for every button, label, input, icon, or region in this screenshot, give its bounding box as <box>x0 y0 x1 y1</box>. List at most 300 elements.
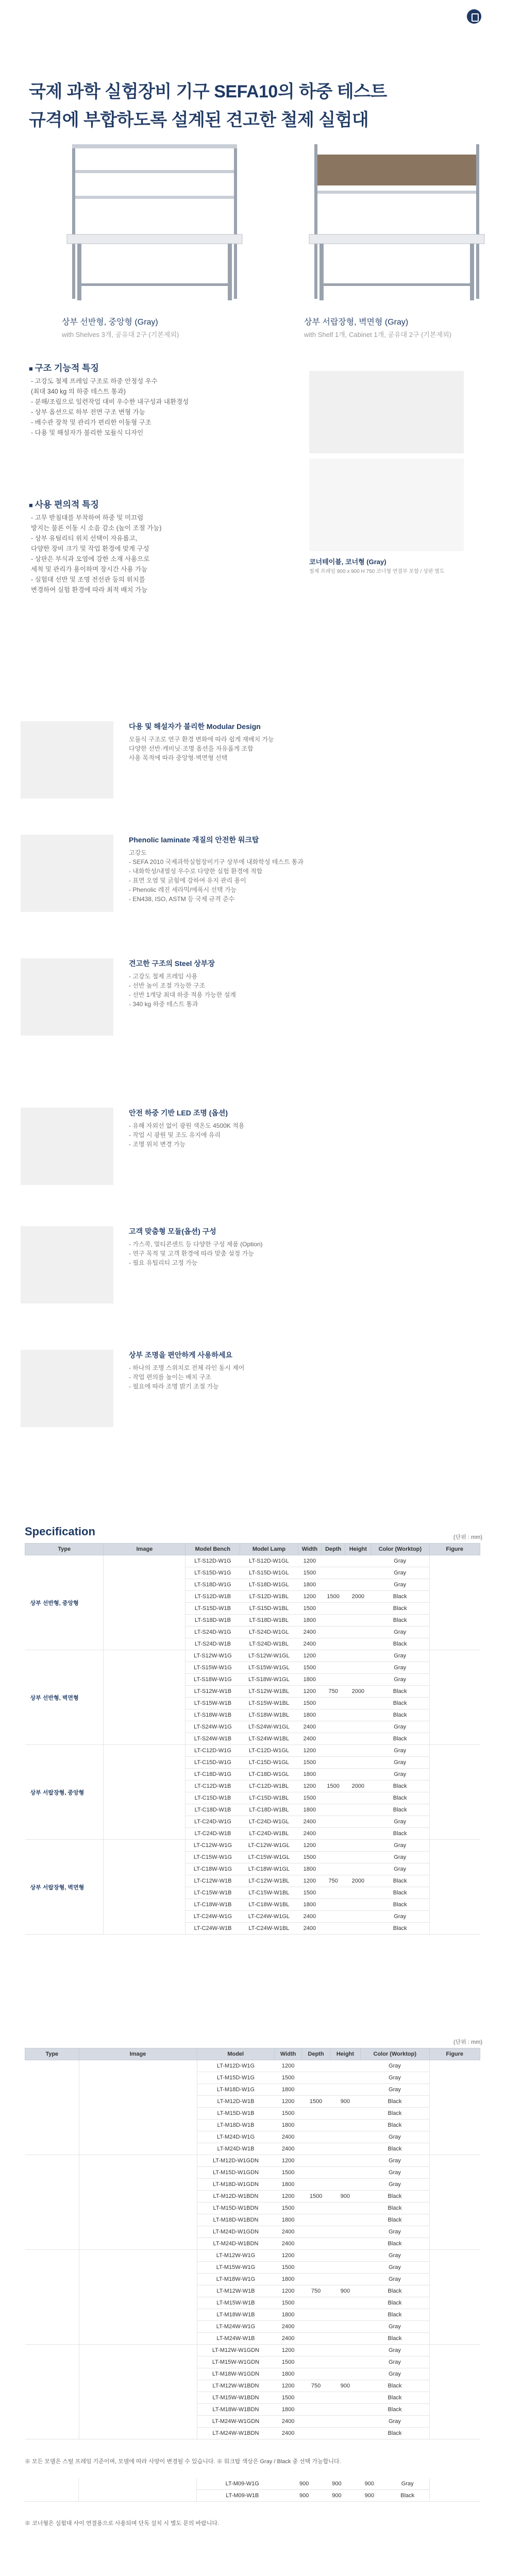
table-row <box>25 2060 480 2072</box>
table-cell: Black <box>361 2309 429 2321</box>
table-cell <box>322 1603 345 1615</box>
table-cell: LT-M12W-W1GDN <box>197 2345 274 2357</box>
table-cell: Gray <box>361 2274 429 2285</box>
table-cell: 1500 <box>298 1567 321 1579</box>
hero-caption-left-title: 상부 선반형, 중앙형 (Gray) <box>62 318 158 327</box>
corner-sub: 철제 프레임 900 x 900 H 750 코너형 연결부 포함 / 상판 별도 <box>309 569 445 574</box>
table-cell: LT-C15W-W1GL <box>240 1852 298 1863</box>
table-cell: Gray <box>371 1579 429 1591</box>
table-cell: LT-S18W-W1B <box>186 1709 240 1721</box>
feature-title: 다용 및 해설자가 불리한 Modular Design <box>129 722 261 731</box>
table-cell: LT-S18D-W1G <box>186 1579 240 1591</box>
table-cell: LT-M24W-W1G <box>197 2321 274 2333</box>
table-cell: 2400 <box>274 2428 301 2439</box>
table-cell: Gray <box>361 2179 429 2191</box>
table-cell: LT-S18D-W1BL <box>240 1615 298 1626</box>
column-header: Width <box>274 2048 301 2060</box>
table-cell: Black <box>361 2108 429 2120</box>
table-cell <box>302 2428 330 2439</box>
table-cell: Black <box>361 2120 429 2131</box>
table-cell <box>345 1579 371 1591</box>
table-cell: 1800 <box>274 2274 301 2285</box>
figure-cell <box>429 1555 480 1650</box>
table-cell: LT-S24D-W1B <box>186 1638 240 1650</box>
table-cell: 2400 <box>298 1828 321 1840</box>
table-cell <box>345 1567 371 1579</box>
table-cell: 1500 <box>274 2297 301 2309</box>
table-cell: LT-M15W-W1B <box>197 2297 274 2309</box>
table-cell <box>322 1840 345 1852</box>
table-cell: LT-S15D-W1BL <box>240 1603 298 1615</box>
table-cell: Gray <box>361 2416 429 2428</box>
table-cell: 1200 <box>298 1555 321 1567</box>
table-cell <box>330 2262 360 2274</box>
table-cell: LT-M12W-W1BDN <box>197 2380 274 2392</box>
table-row <box>25 2478 480 2490</box>
column-header: Model <box>197 2048 274 2060</box>
table-cell: Black <box>371 1709 429 1721</box>
figure-cell <box>429 2155 480 2250</box>
spec2-note: ※ 모든 모델은 스틸 프레임 기준이며, 모델에 따라 사양이 변경될 수 있습니다. ※ 워크탑 색상은 Gray / Black 중 선택 가능합니다. <box>25 2459 341 2465</box>
table-cell: 1500 <box>298 1757 321 1769</box>
table-cell <box>322 1662 345 1674</box>
table-cell: 1500 <box>298 1852 321 1863</box>
table-cell: LT-S15W-W1BL <box>240 1698 298 1709</box>
table-cell <box>302 2143 330 2155</box>
table-cell: LT-C24W-W1G <box>186 1911 240 1923</box>
hero-caption-left-sub: with Shelves 3개, 공유대 2구 (기본제외) <box>62 331 179 338</box>
table-cell: LT-C15D-W1BL <box>240 1792 298 1804</box>
table-cell: Black <box>371 1792 429 1804</box>
table-cell <box>330 2167 360 2179</box>
figure-cell <box>429 2250 480 2345</box>
table-cell <box>345 1674 371 1686</box>
table-cell <box>322 1745 345 1757</box>
table-cell <box>345 1638 371 1650</box>
table-cell: 1200 <box>274 2155 301 2167</box>
table-cell: Gray <box>371 1863 429 1875</box>
table-cell: 900 <box>288 2478 321 2490</box>
table-cell: Black <box>371 1686 429 1698</box>
table-cell: LT-C12D-W1BL <box>240 1781 298 1792</box>
column-header: Figure <box>429 2048 480 2060</box>
table-cell: 900 <box>321 2490 353 2502</box>
table-cell <box>330 2179 360 2191</box>
type-image <box>79 2155 197 2250</box>
table-cell <box>322 1923 345 1935</box>
table-cell: LT-M09-W1G <box>197 2478 288 2490</box>
table-cell: LT-C12D-W1B <box>186 1781 240 1792</box>
table-cell <box>345 1792 371 1804</box>
table-cell <box>302 2368 330 2380</box>
table-cell: 1200 <box>274 2060 301 2072</box>
bullet-item: 방지는 물론 이동 시 소음 감소 (높이 조절 가능) <box>31 524 162 532</box>
table-cell: Gray <box>371 1555 429 1567</box>
table-cell <box>302 2179 330 2191</box>
table-cell: 1200 <box>274 2345 301 2357</box>
table-cell: LT-C24W-W1BL <box>240 1923 298 1935</box>
table-cell: 1800 <box>274 2179 301 2191</box>
table-cell: LT-M09-W1B <box>197 2490 288 2502</box>
table-cell: LT-C15D-W1GL <box>240 1757 298 1769</box>
table-cell: LT-M15D-W1G <box>197 2072 274 2084</box>
feature-block <box>129 1350 448 1391</box>
table-cell: 750 <box>302 2285 330 2297</box>
table-cell: Gray <box>361 2226 429 2238</box>
table-cell: Black <box>371 1899 429 1911</box>
table-cell <box>345 1899 371 1911</box>
table-cell <box>322 1733 345 1745</box>
table-cell <box>322 1650 345 1662</box>
table-cell: 1800 <box>298 1863 321 1875</box>
table-cell: 1500 <box>298 1887 321 1899</box>
table-cell <box>322 1816 345 1828</box>
table-cell: Gray <box>371 1840 429 1852</box>
table-cell: LT-M18D-W1BDN <box>197 2214 274 2226</box>
table-cell: LT-C18W-W1BL <box>240 1899 298 1911</box>
table-cell <box>345 1615 371 1626</box>
table-cell: Gray <box>371 1769 429 1781</box>
bullet-item: - 배수관 장착 및 관리가 편리한 이동형 구조 <box>31 419 152 426</box>
type-cell: 상부 서랍장형, 중앙형 <box>25 1745 104 1840</box>
table-cell: LT-S18D-W1GL <box>240 1579 298 1591</box>
table-cell: LT-M24D-W1BDN <box>197 2238 274 2250</box>
type-cell <box>25 2478 79 2502</box>
type-image <box>79 2060 197 2155</box>
table-cell: Gray <box>371 1662 429 1674</box>
table-cell: Black <box>371 1781 429 1792</box>
type-image <box>79 2478 197 2502</box>
table-cell <box>302 2297 330 2309</box>
table-cell: Black <box>361 2191 429 2202</box>
spec2-unit: (단위 : mm) <box>453 2039 482 2045</box>
table-cell <box>330 2155 360 2167</box>
table-cell <box>322 1769 345 1781</box>
table-cell <box>345 1840 371 1852</box>
table-cell: LT-C12W-W1BL <box>240 1875 298 1887</box>
column-header: Type <box>25 2048 79 2060</box>
table-cell: 1200 <box>274 2096 301 2108</box>
table-cell <box>322 1638 345 1650</box>
table-cell: 1800 <box>298 1804 321 1816</box>
table-cell: LT-C24D-W1BL <box>240 1828 298 1840</box>
table-cell: LT-S24D-W1BL <box>240 1638 298 1650</box>
table-cell: Gray <box>361 2321 429 2333</box>
table-cell: Black <box>361 2238 429 2250</box>
table-cell: LT-S24W-W1BL <box>240 1733 298 1745</box>
table-cell: Black <box>361 2143 429 2155</box>
bench-cabinet-wall-image <box>304 134 490 304</box>
table-cell <box>322 1721 345 1733</box>
table-cell: LT-C15W-W1BL <box>240 1887 298 1899</box>
table-cell <box>345 1733 371 1745</box>
table-cell <box>345 1769 371 1781</box>
bullet-item: 다양한 장비 크기 및 작업 환경에 맞게 구성 <box>31 545 149 552</box>
table-cell <box>345 1911 371 1923</box>
table-cell: LT-M24D-W1GDN <box>197 2226 274 2238</box>
feature-body: - 하나의 조명 스위치로 전체 라인 동시 제어 - 작업 편의를 높이는 배치 구조 - 필요에 따라 조명 밝기 조절 가능 <box>129 1364 245 1390</box>
type-image <box>104 1840 186 1935</box>
table-cell: Black <box>371 1638 429 1650</box>
corner-note: ※ 코너형은 실험대 사이 연결용으로 사용되며 단독 설치 시 별도 문의 바랍니다. <box>25 2520 220 2527</box>
table-cell: LT-S18D-W1B <box>186 1615 240 1626</box>
column-header: Height <box>330 2048 360 2060</box>
table-cell <box>302 2262 330 2274</box>
table-cell <box>302 2309 330 2321</box>
table-cell <box>345 1757 371 1769</box>
feature-title: 상부 조명을 편안하게 사용하세요 <box>129 1351 233 1359</box>
table-cell: 1800 <box>274 2120 301 2131</box>
table-cell: LT-S12D-W1BL <box>240 1591 298 1603</box>
table-cell: 2400 <box>298 1911 321 1923</box>
table-header <box>25 2048 480 2060</box>
table-cell: LT-C18W-W1GL <box>240 1863 298 1875</box>
table-cell: 1800 <box>298 1615 321 1626</box>
table-cell <box>330 2108 360 2120</box>
feature-block <box>129 958 448 1009</box>
table-cell: Black <box>361 2202 429 2214</box>
table-cell: 1500 <box>274 2072 301 2084</box>
table-cell: LT-C24W-W1B <box>186 1923 240 1935</box>
table-cell: LT-C12W-W1GL <box>240 1840 298 1852</box>
table-cell: Black <box>361 2285 429 2297</box>
column-header: Figure <box>429 1544 480 1555</box>
table-cell: LT-M15D-W1B <box>197 2108 274 2120</box>
table-cell: Gray <box>371 1674 429 1686</box>
table-cell: Black <box>371 1615 429 1626</box>
column-header: Depth <box>302 2048 330 2060</box>
table-cell: 2400 <box>298 1816 321 1828</box>
table-cell <box>302 2345 330 2357</box>
table-cell <box>345 1816 371 1828</box>
table-cell <box>330 2214 360 2226</box>
table-cell <box>322 1555 345 1567</box>
table-cell <box>322 1899 345 1911</box>
table-cell: Gray <box>371 1852 429 1863</box>
usage-heading: ■ 사용 편의적 특징 <box>29 497 99 510</box>
table-cell: LT-M18D-W1B <box>197 2120 274 2131</box>
table-cell: LT-S15D-W1G <box>186 1567 240 1579</box>
table-cell <box>302 2214 330 2226</box>
table-cell: Gray <box>371 1650 429 1662</box>
table-row <box>25 1555 480 1567</box>
table-cell: LT-S15D-W1GL <box>240 1567 298 1579</box>
table-cell <box>322 1626 345 1638</box>
table-cell: Black <box>385 2490 429 2502</box>
figure-cell <box>430 2478 481 2502</box>
column-header: Model Bench <box>186 1544 240 1555</box>
table-cell: LT-C15W-W1B <box>186 1887 240 1899</box>
table-cell <box>302 2060 330 2072</box>
corner-caption: 코너테이블, 코너형 (Gray) <box>309 558 386 566</box>
type-image <box>79 2345 197 2439</box>
table-cell: 900 <box>330 2191 360 2202</box>
table-cell: LT-M12W-W1B <box>197 2285 274 2297</box>
feature-body: 고강도 - SEFA 2010 국제과학실험장비기구 상부에 내화학성 테스트 통과 - 내화학성/내열성 우수로 다양한 실험 환경에 적합 - 표면 오염 및 긁힘에 강하여 유지 관리 용이 - Phenolic 레진 세라믹/에폭시 선택 가능 - EN438, ISO, ASTM 등 국제 규격 준수 <box>129 849 304 903</box>
figure-cell <box>429 1840 480 1935</box>
table-cell: LT-S24W-W1B <box>186 1733 240 1745</box>
table-cell <box>345 1745 371 1757</box>
table-cell: 900 <box>353 2490 385 2502</box>
table-cell: 1500 <box>298 1792 321 1804</box>
table-cell: LT-M12D-W1B <box>197 2096 274 2108</box>
table-cell: Gray <box>371 1721 429 1733</box>
spec-table-1 <box>25 1543 480 1935</box>
table-cell <box>330 2238 360 2250</box>
table-cell: 2400 <box>274 2238 301 2250</box>
table-cell: 2400 <box>298 1923 321 1935</box>
table-cell: Gray <box>361 2131 429 2143</box>
table-cell: Black <box>361 2214 429 2226</box>
hero-title <box>29 77 472 131</box>
table-cell: 1800 <box>298 1579 321 1591</box>
table-cell: LT-M24D-W1G <box>197 2131 274 2143</box>
table-cell: LT-M12D-W1BDN <box>197 2191 274 2202</box>
table-cell <box>322 1567 345 1579</box>
table-cell: LT-C12W-W1G <box>186 1840 240 1852</box>
table-cell: 1200 <box>298 1875 321 1887</box>
column-header: Height <box>345 1544 371 1555</box>
table-cell: LT-S24W-W1GL <box>240 1721 298 1733</box>
table-cell: LT-S24D-W1G <box>186 1626 240 1638</box>
table-cell: LT-M24W-W1B <box>197 2333 274 2345</box>
feature-body: - 유해 자외선 없이 광원 색온도 4500K 적용 - 작업 시 광원 및 조도 유지에 유리 - 조명 위치 변경 가능 <box>129 1122 245 1148</box>
type-cell <box>25 2060 79 2155</box>
table-cell <box>302 2250 330 2262</box>
table-cell: Gray <box>361 2357 429 2368</box>
table-cell <box>345 1804 371 1816</box>
table-cell <box>322 1674 345 1686</box>
table-cell: Black <box>371 1591 429 1603</box>
table-cell <box>330 2428 360 2439</box>
table-cell: 1500 <box>322 1591 345 1603</box>
table-cell: 1500 <box>274 2108 301 2120</box>
table-cell: 1800 <box>298 1769 321 1781</box>
table-cell <box>302 2274 330 2285</box>
hero-caption-left <box>62 315 179 339</box>
brand-logo-icon <box>467 9 481 24</box>
table-cell: Gray <box>371 1567 429 1579</box>
table-cell: LT-M15W-W1BDN <box>197 2392 274 2404</box>
table-cell: Black <box>361 2297 429 2309</box>
table-cell <box>322 1757 345 1769</box>
table-cell <box>302 2108 330 2120</box>
type-cell: 상부 선반형, 중앙형 <box>25 1555 104 1650</box>
table-cell <box>330 2143 360 2155</box>
spec-table-corner <box>25 2478 480 2502</box>
table-cell: 2000 <box>345 1781 371 1792</box>
table-cell: Black <box>361 2404 429 2416</box>
table-cell: LT-C15W-W1G <box>186 1852 240 1863</box>
table-cell <box>322 1887 345 1899</box>
feature-title: 안전 하중 기반 LED 조명 (옵션) <box>129 1109 228 1117</box>
table-cell <box>345 1828 371 1840</box>
table-cell: 1800 <box>298 1674 321 1686</box>
table-cell <box>330 2416 360 2428</box>
type-image <box>79 2250 197 2345</box>
feature-block <box>129 835 448 904</box>
table-cell: LT-C24W-W1GL <box>240 1911 298 1923</box>
table-cell <box>330 2333 360 2345</box>
table-cell: 1800 <box>274 2404 301 2416</box>
bullet-item: - 분해/조립으로 일련작업 대비 우수한 내구성과 내환경성 <box>31 398 189 405</box>
table-cell <box>330 2072 360 2084</box>
table-cell: 2000 <box>345 1591 371 1603</box>
table-cell: LT-M15D-W1GDN <box>197 2167 274 2179</box>
table-cell: 900 <box>321 2478 353 2490</box>
bullet-item: - 상판은 부식과 오염에 강한 소재 사용으로 <box>31 555 150 563</box>
table-cell: LT-S24W-W1G <box>186 1721 240 1733</box>
bullet-item: - 상부 유틸리티 위치 선택이 자유롭고, <box>31 535 138 542</box>
table-cell: 1200 <box>274 2285 301 2297</box>
figure-cell <box>429 1745 480 1840</box>
table-cell <box>345 1650 371 1662</box>
table-cell: 1500 <box>302 2096 330 2108</box>
table-cell <box>345 1863 371 1875</box>
table-cell <box>302 2120 330 2131</box>
table-cell: 1500 <box>298 1698 321 1709</box>
table-cell: 2400 <box>298 1638 321 1650</box>
figure-cell <box>429 2060 480 2155</box>
table-cell: 2400 <box>274 2416 301 2428</box>
table-cell <box>330 2357 360 2368</box>
table-cell: LT-S12W-W1B <box>186 1686 240 1698</box>
table-cell <box>322 1698 345 1709</box>
table-cell: Gray <box>371 1757 429 1769</box>
table-cell: LT-S24D-W1GL <box>240 1626 298 1638</box>
feature-block <box>129 1108 448 1149</box>
table-cell: Black <box>361 2333 429 2345</box>
table-cell <box>330 2202 360 2214</box>
type-cell <box>25 2345 79 2439</box>
table-cell: Gray <box>371 1911 429 1923</box>
corner-photo-2 <box>309 459 464 551</box>
table-cell: 1200 <box>298 1840 321 1852</box>
column-header: Image <box>104 1544 186 1555</box>
table-cell: 1200 <box>274 2250 301 2262</box>
feature-image <box>21 721 113 799</box>
table-cell: LT-S12D-W1GL <box>240 1555 298 1567</box>
table-cell: LT-S18W-W1GL <box>240 1674 298 1686</box>
table-cell: Black <box>361 2428 429 2439</box>
table-cell: Black <box>371 1603 429 1615</box>
table-cell: 1500 <box>298 1603 321 1615</box>
spec-title: Specification <box>25 1525 95 1538</box>
feature-image <box>21 1226 113 1303</box>
table-cell <box>322 1804 345 1816</box>
column-header: Type <box>25 1544 104 1555</box>
table-cell: LT-C18W-W1B <box>186 1899 240 1911</box>
table-cell <box>302 2333 330 2345</box>
table-cell <box>322 1579 345 1591</box>
table-cell: 2000 <box>345 1686 371 1698</box>
table-cell: LT-S18W-W1G <box>186 1674 240 1686</box>
table-cell: Gray <box>361 2167 429 2179</box>
table-cell: LT-S12W-W1G <box>186 1650 240 1662</box>
table-header <box>25 1544 480 1555</box>
table-cell: LT-M18W-W1BDN <box>197 2404 274 2416</box>
table-cell: Black <box>361 2392 429 2404</box>
table-cell <box>345 1709 371 1721</box>
table-cell: LT-S18W-W1BL <box>240 1709 298 1721</box>
feature-title: Phenolic laminate 재질의 안전한 워크탑 <box>129 836 259 844</box>
table-cell: 1200 <box>298 1745 321 1757</box>
table-cell: 900 <box>330 2285 360 2297</box>
table-cell: Black <box>371 1875 429 1887</box>
type-image <box>104 1650 186 1745</box>
table-cell: 1200 <box>298 1591 321 1603</box>
table-cell: LT-M15W-W1GDN <box>197 2357 274 2368</box>
